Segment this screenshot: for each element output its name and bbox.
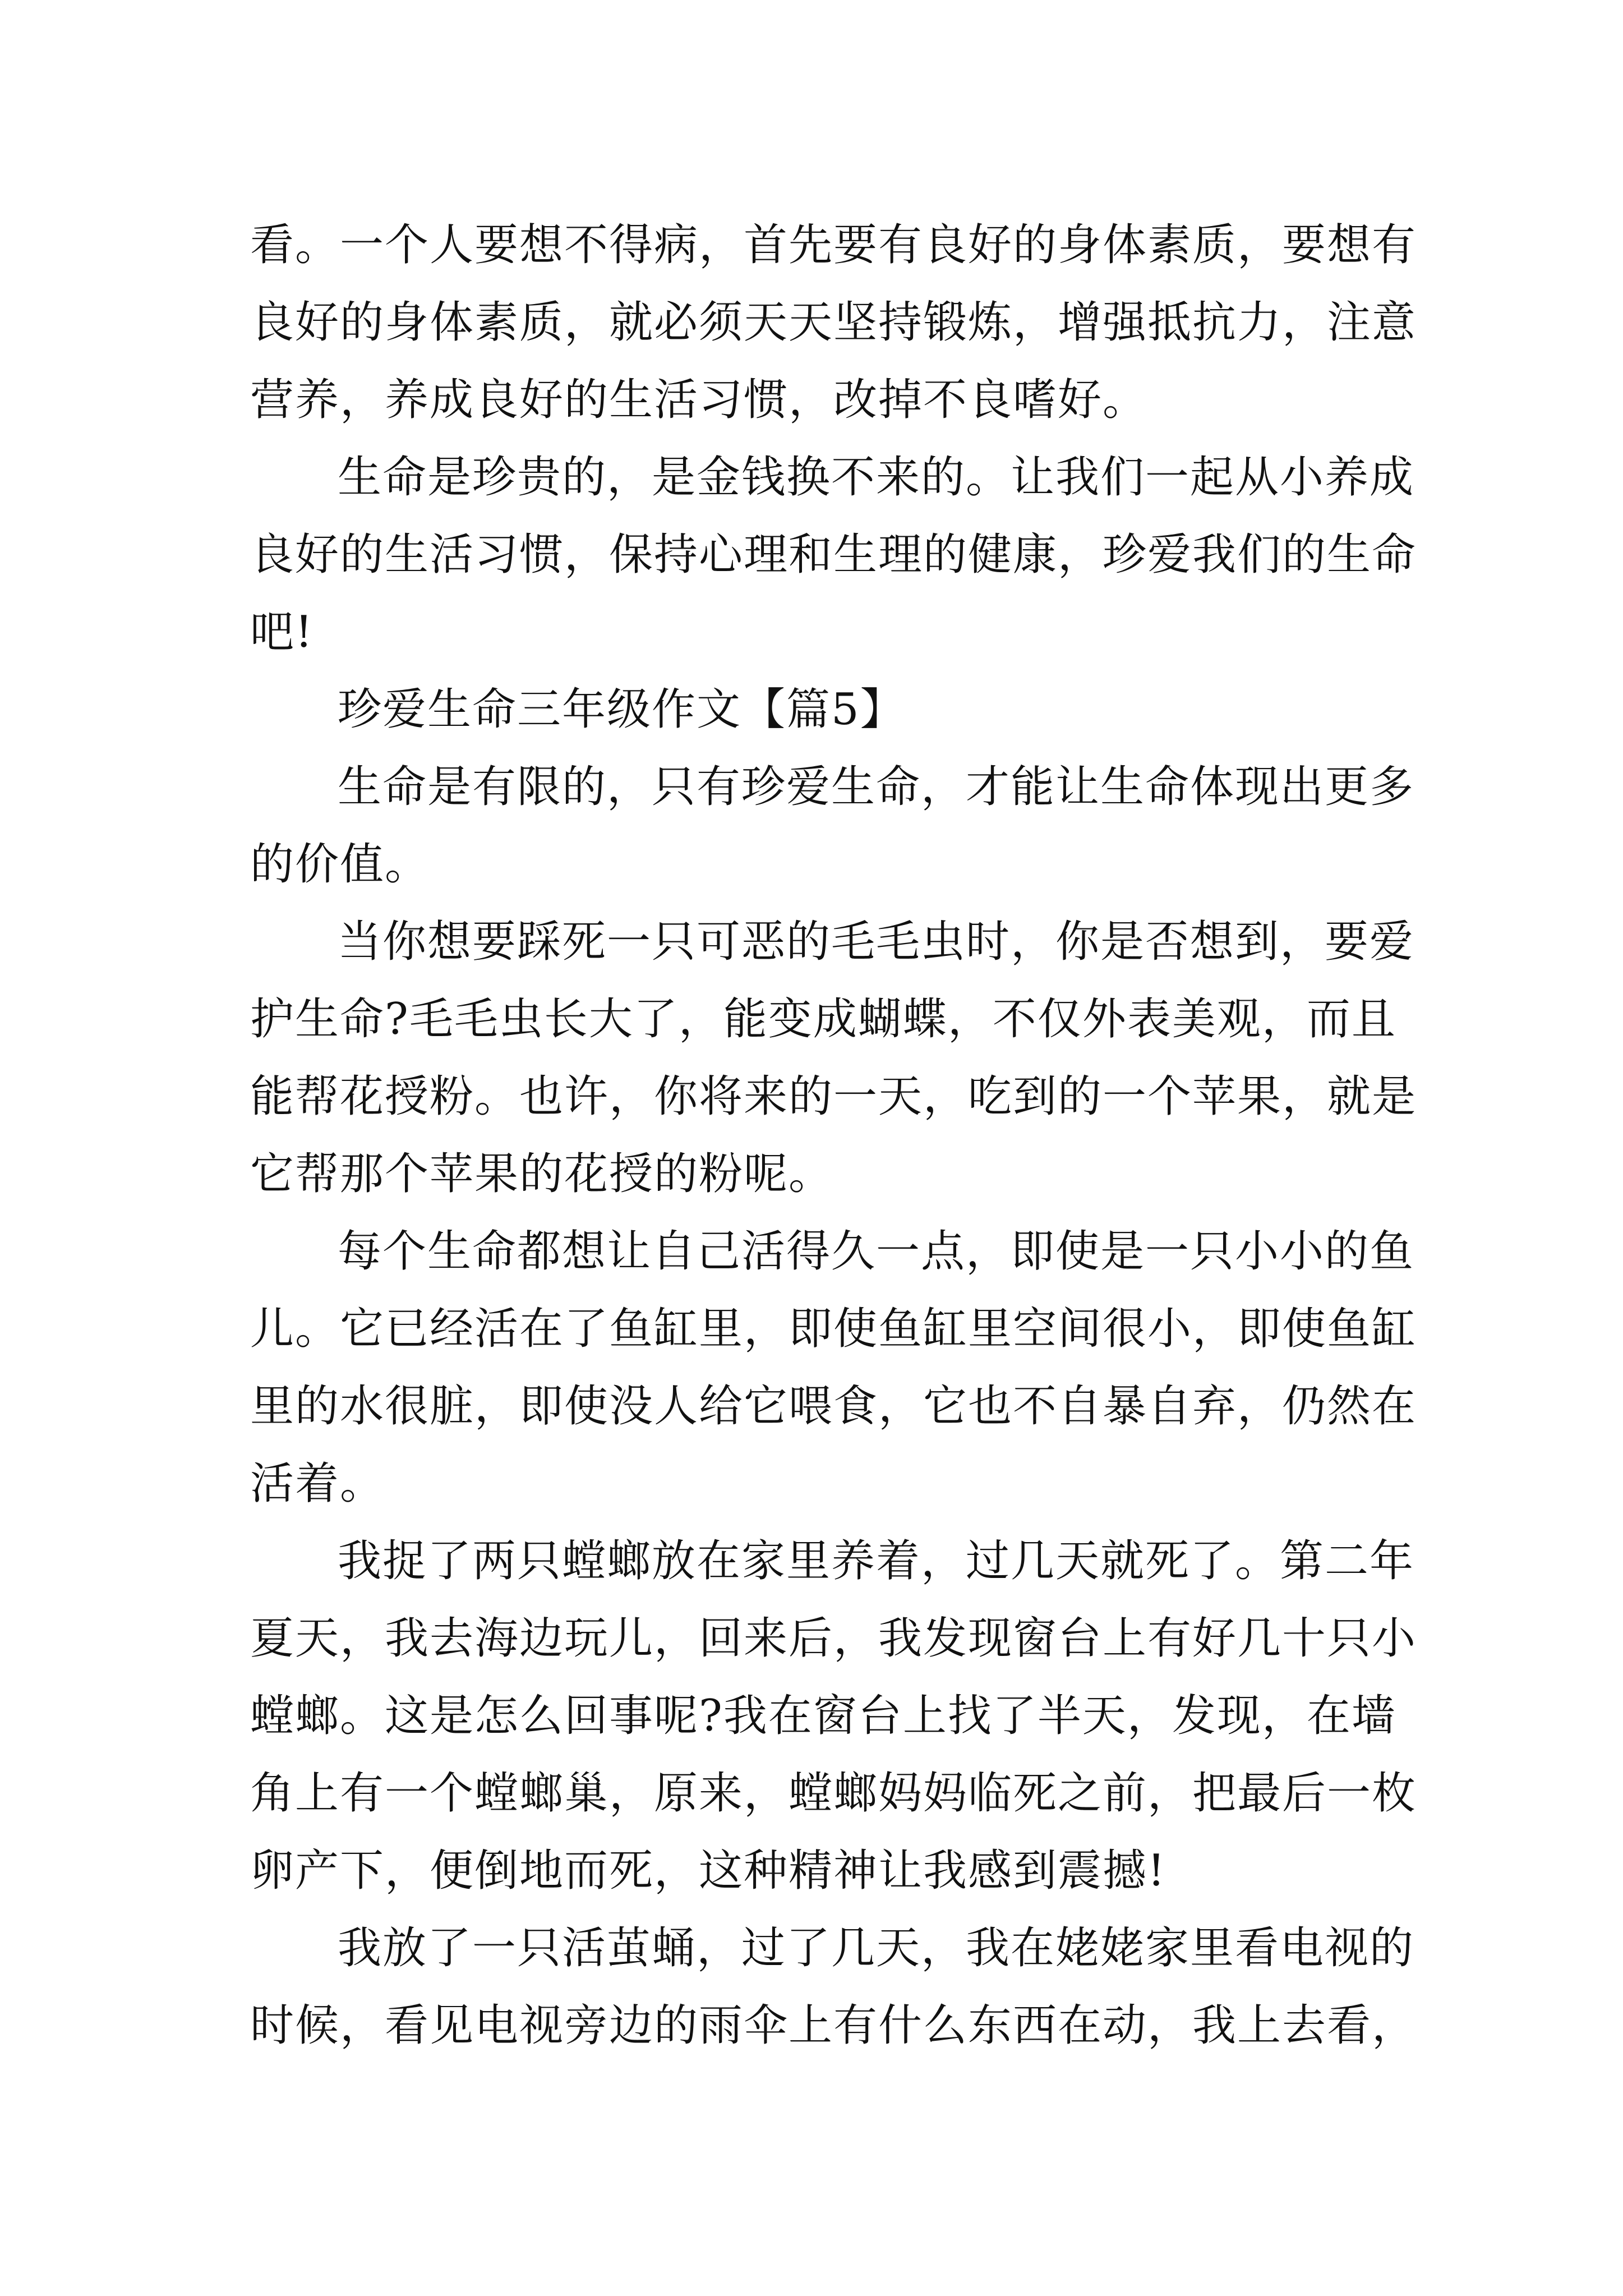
text-line: 里的水很脏，即使没人给它喂食，它也不自暴自弃，仍然在 (250, 1381, 1417, 1432)
section-heading: 珍爱生命三年级作文【篇5】 (338, 684, 905, 735)
text-line: 它帮那个苹果的花授的粉呢。 (250, 1149, 834, 1199)
paragraph-start-line: 生命是有限的，只有珍爱生命，才能让生命体现出更多 (338, 762, 1415, 812)
text-line: 夏天，我去海边玩儿，回来后，我发现窗台上有好几十只小 (250, 1613, 1417, 1664)
text-line: 能帮花授粉。也许，你将来的一天，吃到的一个苹果，就是 (250, 1071, 1417, 1122)
text-line: 活着。 (250, 1458, 385, 1509)
paragraph-start-line: 我捉了两只螳螂放在家里养着，过几天就死了。第二年 (338, 1536, 1415, 1586)
text-line: 儿。它已经活在了鱼缸里，即使鱼缸里空间很小，即使鱼缸 (250, 1304, 1417, 1354)
text-line: 护生命?毛毛虫长大了，能变成蝴蝶，不仅外表美观，而且 (250, 994, 1396, 1045)
text-line: 卵产下，便倒地而死，这种精神让我感到震撼! (250, 1846, 1166, 1896)
text-line: 螳螂。这是怎么回事呢?我在窗台上找了半天，发现，在墙 (250, 1691, 1396, 1741)
paragraph-start-line: 生命是珍贵的，是金钱换不来的。让我们一起从小养成 (338, 452, 1415, 503)
paragraph-start-line: 我放了一只活茧蛹，过了几天，我在姥姥家里看电视的 (338, 1923, 1415, 1973)
text-line: 角上有一个螳螂巢，原来，螳螂妈妈临死之前，把最后一枚 (250, 1768, 1417, 1819)
text-line: 良好的生活习惯，保持心理和生理的健康，珍爱我们的生命 (250, 530, 1417, 580)
text-line: 的价值。 (250, 839, 430, 890)
text-line: 时候，看见电视旁边的雨伞上有什么东西在动，我上去看， (250, 2000, 1417, 2051)
text-line: 吧! (250, 607, 314, 657)
text-line: 营养，养成良好的生活习惯，改掉不良嗜好。 (250, 375, 1148, 425)
text-line: 看。一个人要想不得病，首先要有良好的身体素质，要想有 (250, 220, 1417, 270)
paragraph-start-line: 当你想要踩死一只可恶的毛毛虫时，你是否想到，要爱 (338, 917, 1415, 967)
paragraph-start-line: 每个生命都想让自己活得久一点，即使是一只小小的鱼 (338, 1226, 1415, 1277)
text-line: 良好的身体素质，就必须天天坚持锻炼，增强抵抗力，注意 (250, 297, 1417, 348)
